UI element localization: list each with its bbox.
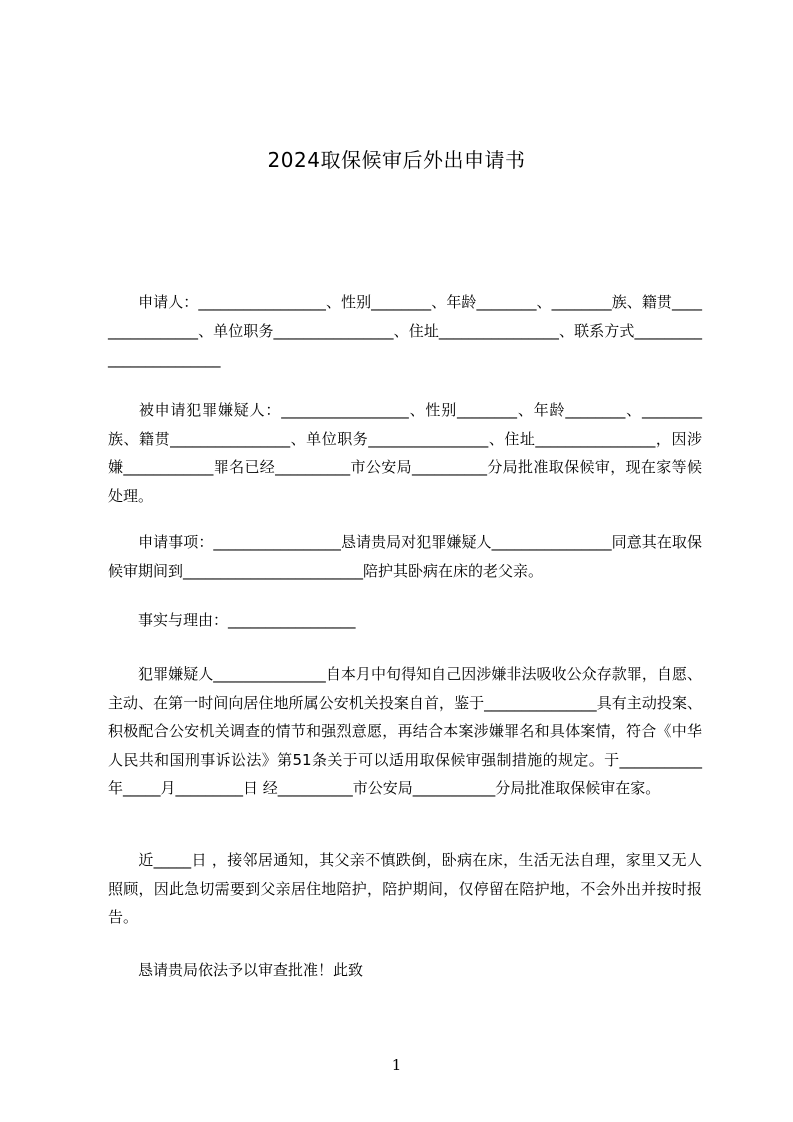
facts-heading-text: 事实与理由：_________________ [138,611,356,629]
closing-text: 恳请贵局依法予以审查批准！此致 [138,961,364,979]
request-paragraph [108,528,702,585]
reason-text: 近_____日 ，接邻居通知，其父亲不慎跌倒，卧病在床，生活无法自理，家里又无人照顾，因此急切需要到父亲居住地陪护，陪护期间，仅停留在陪护地，不会外出并按时报告。 [108,851,702,926]
request-text: 申请事项：_________________恳请贵局对犯罪嫌疑人________________同意其在取保候审期间到________________________陪护其卧病在床的老父亲。 [108,533,702,580]
document-title: 2024取保候审后外出申请书 [267,148,526,172]
closing-paragraph [108,956,702,985]
suspect-text: 被申请犯罪嫌疑人：_________________、性别________、年龄________、________族、籍贯________________、单位职务________________、住址________________，因涉嫌____________罪名已经__________市公安局__________分局批准取保候审，现在家等候处理。 [108,401,702,505]
facts-text: 犯罪嫌疑人_______________自本月中旬得知自己因涉嫌非法吸收公众存款罪，自愿、主动、在第一时间向居住地所属公安机关投案自首，鉴于_______________具有主动投案、积极配合公安机关调查的情节和强烈意愿，再结合本案涉嫌罪名和具体案情，符合《中华人民共和国刑事诉讼法》第51条关于可以适用取保候审强制措施的规定。于___________年_____月_________日 经__________市公安局___________分局批准取保候审在家。 [108,665,702,797]
applicant-paragraph [108,288,702,374]
applicant-text: 申请人：_________________、性别________、年龄________、________族、籍贯________________、单位职务________________、住址________________、联系方式________________________ [108,293,702,368]
suspect-paragraph [108,396,702,510]
page-number: 1 [391,1056,402,1074]
reason-paragraph [108,846,702,932]
facts-paragraph [108,660,702,803]
facts-heading-paragraph [108,606,702,635]
